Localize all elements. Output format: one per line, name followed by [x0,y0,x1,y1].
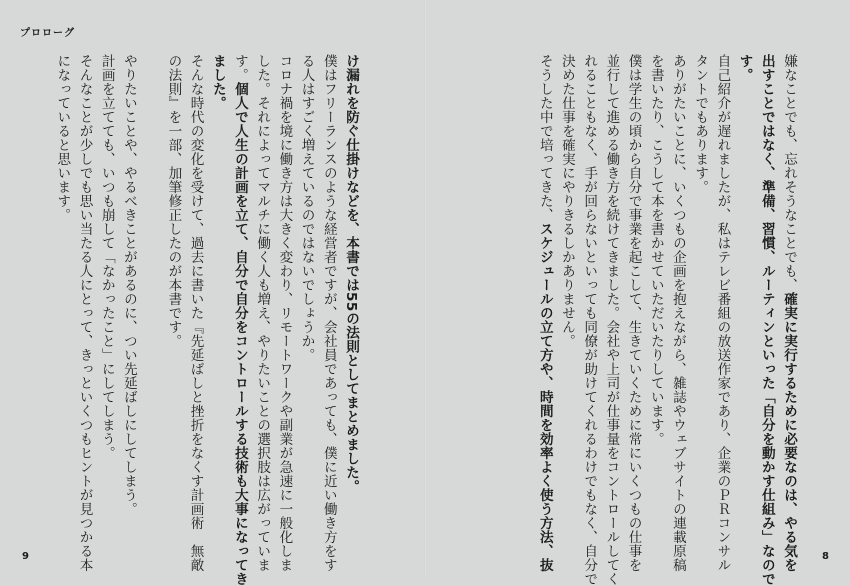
text-run: れることもなく、手が回らないといっても同僚が助けてくれるわけでもなく、自分で [581,54,598,586]
text-run: やりたいことや、やるべきことがあるのに、つい先延ばしにしてしまう。 [120,54,137,516]
text-run: になっていると思います。 [54,54,71,222]
text-line [73,54,95,572]
text-run: コロナ禍を境に働き方は大きく変わり、リモートワークや副業が急速に一般化しま [276,54,293,572]
text-run: 僕は学生の頃から自分で事業を起こして、生きていくために常にいくつもの仕事を [625,54,642,572]
text-run: 決めた仕事を確実にやりきるしかありません。 [558,54,575,348]
page-number-right: 8 [822,551,829,562]
text-run: を書いたり、こうして本を書かせていただいたりしています。 [647,54,664,446]
text-line [600,54,622,586]
text-line [273,54,295,572]
bold-text-run: け漏れを防ぐ仕掛けなどを、本書では55の法則としてまとめました。 [343,54,359,494]
text-run: す。 [231,54,248,82]
right-page-body [490,54,800,586]
text-line [229,54,251,586]
text-line [340,54,362,524]
text-line [207,54,229,524]
text-line [756,54,778,586]
text-line [96,54,118,524]
bold-text-run: スケジュールの立て方や、時間を効率よく使う方法、抜 [536,222,553,572]
text-line [118,54,140,524]
text-line [251,54,273,572]
text-line [622,54,644,572]
text-run: 嫌なことでも、忘れそうなことでも、 [781,54,797,292]
text-run: る人はすごく増えているのではないでしょうか。 [298,54,315,362]
text-line [51,54,73,524]
text-run: そんなことが少しでも思い当たる人にとって、きっといくつもヒントが見つかる本 [76,54,93,572]
page-number-left: 9 [22,551,29,562]
text-line [184,54,206,572]
text-run: 計画を立てても、いつも崩して「なかったこと」にしてしまう。 [98,54,115,460]
text-line [140,54,162,524]
text-run: 自己紹介が遅れましたが、私はテレビ番組の放送作家であり、企業のＰＲコンサル [714,54,731,572]
text-line [295,54,317,524]
text-run: そうした中で培ってきた、 [536,54,553,222]
bold-text-run: 確実に実行するために必要なのは、やる気を [781,292,797,572]
left-page-body [52,54,362,586]
text-line [778,54,800,572]
bold-text-run: 個人で人生の計画を立て、自分で自分をコントロールする技術も大事になってき [231,82,248,586]
text-run: 並行して進める働き方を続けてきました。会社や上司が仕事量をコントロールしてく [603,54,620,586]
text-run: そんな時代の変化を受けて、過去に書いた『先延ばしと挫折をなくす計画術 無敵 [187,54,204,572]
text-line [711,54,733,572]
text-run: 僕はフリーランスのような経営者ですが、会社員であっても、僕に近い働き方をす [320,54,337,572]
text-line [689,54,711,524]
text-run: ありがたいことに、いくつもの企画を抱えながら、雑誌やウェブサイトの連載原稿 [669,54,686,572]
text-line [556,54,578,524]
text-line [534,54,556,572]
running-head: プロローグ [20,28,75,39]
text-line [645,54,667,524]
text-line [733,54,755,524]
text-run: タントでもあります。 [692,54,709,194]
bold-text-run: 出すことではなく、準備、習慣、ルーティンといった「自分を動かす仕組み」なので [758,54,775,586]
bold-text-run: す。 [736,54,753,82]
text-line [318,54,340,572]
text-line [578,54,600,586]
page-gutter [424,0,426,579]
text-line [162,54,184,524]
text-run: の法則』を一部、加筆修正したのが本書です。 [165,54,182,348]
text-run: した。それによってマルチに働く人も増え、やりたいことの選択肢は広がっていま [254,54,271,572]
bold-text-run: ました。 [209,54,226,110]
text-line [667,54,689,572]
